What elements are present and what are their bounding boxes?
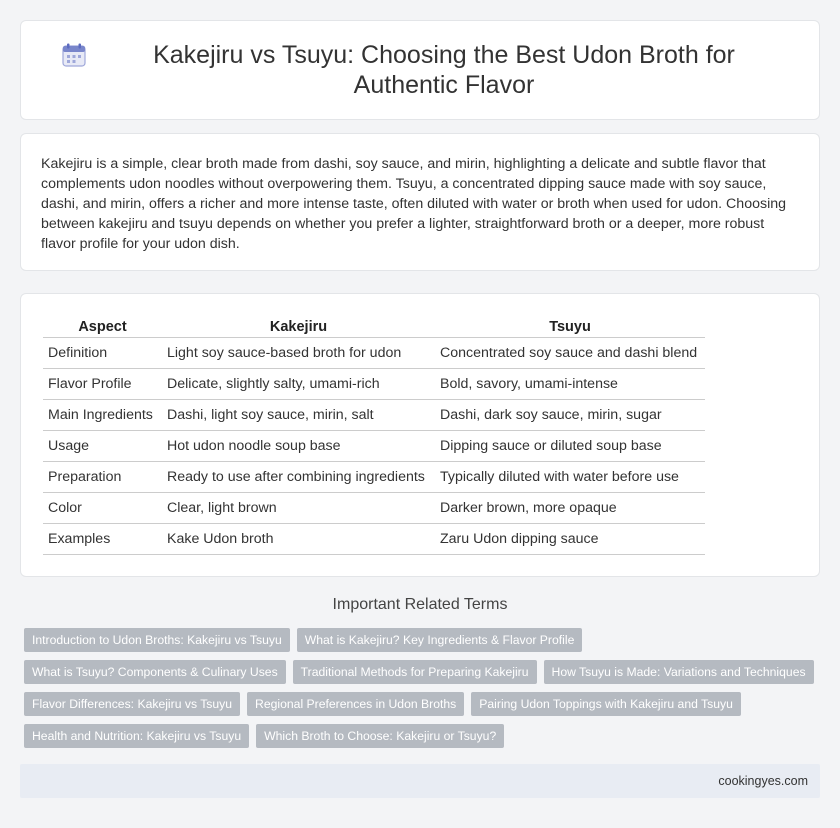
related-terms-list bbox=[24, 628, 824, 756]
table-row bbox=[43, 368, 705, 399]
comparison-table bbox=[43, 316, 705, 555]
table-cell: Ready to use after combining ingredients bbox=[162, 461, 435, 492]
related-term-link[interactable]: Flavor Differences: Kakejiru vs Tsuyu bbox=[24, 692, 240, 716]
table-row bbox=[43, 492, 705, 523]
related-term-link[interactable]: How Tsuyu is Made: Variations and Techniques bbox=[544, 660, 814, 684]
comparison-card bbox=[20, 293, 820, 577]
table-cell: Main Ingredients bbox=[43, 399, 162, 430]
site-name[interactable]: cookingyes.com bbox=[718, 774, 808, 788]
table-cell: Flavor Profile bbox=[43, 368, 162, 399]
table-cell: Zaru Udon dipping sauce bbox=[435, 523, 705, 554]
table-cell: Hot udon noodle soup base bbox=[162, 430, 435, 461]
tag-row bbox=[24, 660, 824, 684]
related-term-link[interactable]: Regional Preferences in Udon Broths bbox=[247, 692, 464, 716]
table-row bbox=[43, 399, 705, 430]
table-cell: Darker brown, more opaque bbox=[435, 492, 705, 523]
table-cell: Bold, savory, umami-intense bbox=[435, 368, 705, 399]
tag-row bbox=[24, 692, 824, 716]
table-cell: Preparation bbox=[43, 461, 162, 492]
table-cell: Concentrated soy sauce and dashi blend bbox=[435, 337, 705, 368]
table-cell: Dashi, dark soy sauce, mirin, sugar bbox=[435, 399, 705, 430]
related-term-link[interactable]: What is Tsuyu? Components & Culinary Uses bbox=[24, 660, 286, 684]
table-cell: Dipping sauce or diluted soup base bbox=[435, 430, 705, 461]
header-card bbox=[20, 20, 820, 120]
column-header-aspect: Aspect bbox=[43, 316, 162, 337]
related-term-link[interactable]: Traditional Methods for Preparing Kakejiru bbox=[293, 660, 537, 684]
table-cell: Delicate, slightly salty, umami-rich bbox=[162, 368, 435, 399]
table-row bbox=[43, 523, 705, 554]
intro-card bbox=[20, 133, 820, 271]
table-cell: Clear, light brown bbox=[162, 492, 435, 523]
related-term-link[interactable]: Which Broth to Choose: Kakejiru or Tsuyu? bbox=[256, 724, 504, 748]
calendar-icon bbox=[61, 42, 87, 68]
related-term-link[interactable]: What is Kakejiru? Key Ingredients & Flavor Profile bbox=[297, 628, 583, 652]
table-cell: Typically diluted with water before use bbox=[435, 461, 705, 492]
tag-row bbox=[24, 628, 824, 652]
table-cell: Usage bbox=[43, 430, 162, 461]
table-cell: Dashi, light soy sauce, mirin, salt bbox=[162, 399, 435, 430]
table-cell: Kake Udon broth bbox=[162, 523, 435, 554]
table-row bbox=[43, 337, 705, 368]
column-header-kakejiru: Kakejiru bbox=[162, 316, 435, 337]
related-term-link[interactable]: Pairing Udon Toppings with Kakejiru and Tsuyu bbox=[471, 692, 741, 716]
tag-row bbox=[24, 724, 824, 748]
page-title: Kakejiru vs Tsuyu: Choosing the Best Udon Broth for Authentic Flavor bbox=[153, 41, 735, 99]
related-term-link[interactable]: Health and Nutrition: Kakejiru vs Tsuyu bbox=[24, 724, 249, 748]
related-terms-heading: Important Related Terms bbox=[332, 596, 508, 613]
table-cell: Examples bbox=[43, 523, 162, 554]
table-row bbox=[43, 430, 705, 461]
related-term-link[interactable]: Introduction to Udon Broths: Kakejiru vs Tsuyu bbox=[24, 628, 290, 652]
table-cell: Color bbox=[43, 492, 162, 523]
footer bbox=[20, 764, 820, 798]
table-cell: Definition bbox=[43, 337, 162, 368]
column-header-tsuyu: Tsuyu bbox=[435, 316, 705, 337]
intro-paragraph: Kakejiru is a simple, clear broth made from dashi, soy sauce, and mirin, highlighting a delicate and subtle flavor that complements udon noodles without overpowering them. Tsuyu, a concentrated dipping sauce made with soy sauce, dashi, and mirin, offers a richer and more intense taste, often diluted with water or broth when used for udon. Choosing between kakejiru and tsuyu depends on whether you prefer a lighter, straightforward broth or a deeper, more robust flavor profile for your udon dish. bbox=[41, 156, 787, 252]
table-cell: Light soy sauce-based broth for udon bbox=[162, 337, 435, 368]
table-row bbox=[43, 461, 705, 492]
table-header-row bbox=[43, 316, 705, 337]
